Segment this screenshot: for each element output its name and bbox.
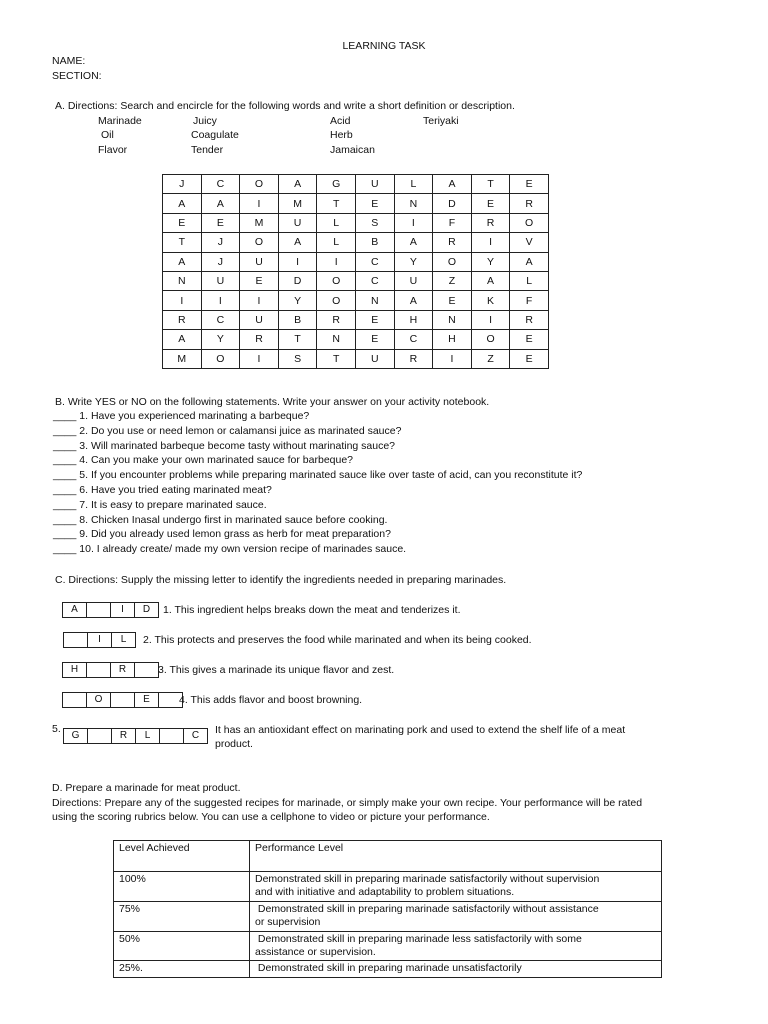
grid-cell: A [278,175,317,194]
grid-cell: E [471,194,510,213]
list-item: ____ 3. Will marinated barbeque become tasty without marinating sauce? [53,439,396,452]
grid-cell: F [510,291,549,310]
list-item: ____ 8. Chicken Inasal undergo first in marinated sauce before cooking. [53,513,388,526]
grid-cell: O [471,330,510,349]
grid-cell: E [355,194,394,213]
grid-cell: O [240,233,279,252]
letter-boxes-oil [63,632,136,648]
grid-cell: M [278,194,317,213]
grid-cell: A [278,233,317,252]
grid-cell: E [510,175,549,194]
letter-boxes-sugar [62,692,183,708]
list-item: ____ 9. Did you already used lemon grass as herb for meat preparation? [53,528,391,541]
grid-cell: I [240,291,279,310]
letter-box [134,663,158,677]
word-coagulate: Coagulate [191,129,239,141]
grid-cell: R [394,349,433,368]
grid-cell: T [317,194,356,213]
word-acid: Acid [330,115,351,127]
grid-cell: U [355,349,394,368]
section-d-directions-line2: using the scoring rubrics below. You can use a cellphone to video or picture your performance. [52,811,490,823]
grid-cell: G [317,175,356,194]
grid-cell: U [240,310,279,329]
letter-box [86,663,110,677]
grid-cell: Z [433,271,472,290]
grid-cell: U [394,271,433,290]
grid-cell: U [355,175,394,194]
grid-cell: T [317,349,356,368]
grid-cell: I [394,213,433,232]
word-teriyaki: Teriyaki [423,115,459,127]
grid-cell: I [471,233,510,252]
table-row [114,931,662,961]
section-b-directions: B. Write YES or NO on the following statements. Write your answer on your activity notebook. [55,396,490,408]
letter-box: R [110,663,134,677]
grid-cell: O [317,291,356,310]
grid-cell: Y [278,291,317,310]
scoring-rubric-table [113,840,662,978]
grid-cell: E [510,330,549,349]
grid-cell: I [317,252,356,271]
letter-box [63,693,86,707]
yes-no-list [53,409,582,557]
section-d-directions-line1: Directions: Prepare any of the suggested recipes for marinade, or simply make your own recipe. Your performance will be rated [52,797,643,809]
grid-row [163,252,549,271]
list-item: ____ 1. Have you experienced marinating a barbeque? [53,410,310,422]
clue-1: 1. This ingredient helps breaks down the meat and tenderizes it. [163,604,461,616]
grid-cell: V [510,233,549,252]
letter-box: A [71,604,78,615]
grid-cell: L [510,271,549,290]
grid-cell: U [201,271,240,290]
grid-cell: A [163,194,202,213]
name-label: NAME: [52,55,86,67]
performance-line: Demonstrated skill in preparing marinade unsatisfactorily [255,962,522,975]
clue-5-number: 5. [52,723,61,735]
grid-cell: O [510,213,549,232]
grid-cell: L [317,233,356,252]
grid-row [163,233,549,252]
page-title: LEARNING TASK [342,40,426,52]
table-row [114,872,662,902]
word-tender: Tender [191,144,224,156]
word-flavor: Flavor [98,144,128,156]
grid-cell: N [394,194,433,213]
performance-line: Demonstrated skill in preparing marinade less satisfactorily with some [255,932,582,945]
grid-cell: Y [201,330,240,349]
grid-cell: C [201,175,240,194]
section-c-directions: C. Directions: Supply the missing letter to identify the ingredients needed in preparing marinades. [55,574,507,586]
grid-cell: O [433,252,472,271]
grid-cell: N [317,330,356,349]
grid-cell: C [355,252,394,271]
grid-cell: D [433,194,472,213]
clue-5-line1: It has an antioxidant effect on marinating pork and used to extend the shelf life of a meat [215,724,626,736]
grid-cell: A [394,291,433,310]
grid-cell: R [510,310,549,329]
letter-box [87,729,111,743]
grid-cell: I [240,194,279,213]
grid-cell: M [240,213,279,232]
level-cell: 100% [114,872,250,902]
grid-row [163,349,549,368]
grid-cell: A [471,271,510,290]
performance-cell [250,872,662,902]
grid-cell: E [355,330,394,349]
list-item: ____ 6. Have you tried eating marinated meat? [53,483,272,496]
clue-3: 3. This gives a marinade its unique flavor and zest. [158,664,395,676]
letter-box: H [70,664,79,675]
list-item: ____ 5. If you encounter problems while preparing marinated sauce like over taste of acid, can you reconstitute it? [53,469,583,482]
grid-cell: S [355,213,394,232]
word-marinade: Marinade [98,115,142,127]
letter-box [86,603,110,617]
word-jamaican: Jamaican [330,144,375,156]
grid-cell: C [355,271,394,290]
performance-line: and with initiative and adaptability to problem situations. [255,886,515,899]
section-a-directions: A. Directions: Search and encircle for the following words and write a short definition or description. [55,100,515,112]
grid-row [163,213,549,232]
grid-cell: K [471,291,510,310]
grid-cell: N [433,310,472,329]
grid-cell: A [394,233,433,252]
letter-box [64,633,87,647]
grid-cell: J [163,175,202,194]
level-cell: 75% [114,901,250,931]
grid-cell: E [240,271,279,290]
grid-cell: I [163,291,202,310]
grid-cell: N [355,291,394,310]
grid-cell: F [433,213,472,232]
grid-cell: E [510,349,549,368]
grid-cell: A [163,252,202,271]
grid-cell: E [355,310,394,329]
grid-cell: O [201,349,240,368]
grid-cell: C [201,310,240,329]
performance-line: Demonstrated skill in preparing marinade satisfactorily without assistance [255,902,599,915]
performance-cell [250,961,662,977]
table-row [114,901,662,931]
grid-cell: J [201,233,240,252]
letter-boxes-garlic [63,728,208,744]
grid-cell: T [278,330,317,349]
grid-row [163,271,549,290]
letter-box: D [134,603,158,617]
level-cell: 50% [114,931,250,961]
grid-cell: A [201,194,240,213]
grid-cell: L [317,213,356,232]
grid-row [163,194,549,213]
clue-2: 2. This protects and preserves the food while marinated and when its being cooked. [143,634,532,646]
grid-cell: R [471,213,510,232]
letter-box: E [134,693,158,707]
grid-cell: M [163,349,202,368]
grid-cell: R [510,194,549,213]
letter-box: I [110,603,134,617]
grid-cell: Z [471,349,510,368]
grid-cell: I [278,252,317,271]
letter-boxes-acid [62,602,159,618]
performance-line: assistance or supervision. [255,946,376,959]
letter-box: I [87,633,111,647]
grid-cell: S [278,349,317,368]
list-item: ____ 7. It is easy to prepare marinated sauce. [53,498,267,511]
clue-5-line2: product. [215,738,253,750]
grid-cell: E [201,213,240,232]
grid-cell: Y [471,252,510,271]
grid-cell: A [163,330,202,349]
grid-row [163,175,549,194]
clue-4: 4. This adds flavor and boost browning. [179,694,363,706]
grid-cell: B [355,233,394,252]
list-item: ____ 4. Can you make your own marinated sauce for barbeque? [53,454,354,467]
table-header-row [114,841,662,872]
grid-cell: H [394,310,433,329]
letter-box: G [71,730,80,741]
grid-cell: H [433,330,472,349]
letter-box [159,729,183,743]
grid-cell: C [394,330,433,349]
grid-cell: B [278,310,317,329]
grid-cell: Y [394,252,433,271]
letter-box: C [183,729,207,743]
grid-row [163,291,549,310]
grid-cell: R [433,233,472,252]
grid-cell: D [278,271,317,290]
grid-cell: T [471,175,510,194]
word-juicy: Juicy [193,115,217,127]
grid-cell: O [240,175,279,194]
word-search-grid [162,174,549,369]
grid-cell: R [240,330,279,349]
letter-box: L [135,729,159,743]
header-performance-level: Performance Level [250,841,662,872]
grid-cell: U [240,252,279,271]
letter-box: L [111,633,135,647]
grid-row [163,330,549,349]
grid-cell: I [240,349,279,368]
list-item: ____ 2. Do you use or need lemon or calamansi juice as marinated sauce? [53,424,402,437]
grid-cell: R [163,310,202,329]
grid-cell: J [201,252,240,271]
letter-boxes-herb [62,662,159,678]
letter-box: O [86,693,110,707]
grid-cell: O [317,271,356,290]
level-cell: 25%. [114,961,250,977]
performance-line: Demonstrated skill in preparing marinade satisfactorily without supervision [255,873,600,885]
grid-row [163,310,549,329]
grid-cell: E [433,291,472,310]
performance-line: or supervision [255,916,321,929]
grid-cell: I [201,291,240,310]
grid-cell: T [163,233,202,252]
performance-cell [250,931,662,961]
grid-cell: I [433,349,472,368]
grid-cell: U [278,213,317,232]
grid-cell: E [163,213,202,232]
grid-cell: A [510,252,549,271]
header-level-achieved: Level Achieved [114,841,250,872]
grid-cell: N [163,271,202,290]
list-item: ____ 10. I already create/ made my own version recipe of marinades sauce. [53,543,407,556]
grid-cell: I [471,310,510,329]
word-herb: Herb [330,129,353,141]
section-label: SECTION: [52,70,102,82]
grid-cell: A [433,175,472,194]
section-d-heading: D. Prepare a marinade for meat product. [52,782,241,794]
letter-box: R [111,729,135,743]
table-row [114,961,662,977]
grid-cell: R [317,310,356,329]
grid-cell: L [394,175,433,194]
word-oil: Oil [101,129,114,141]
letter-box [110,693,134,707]
performance-cell [250,901,662,931]
